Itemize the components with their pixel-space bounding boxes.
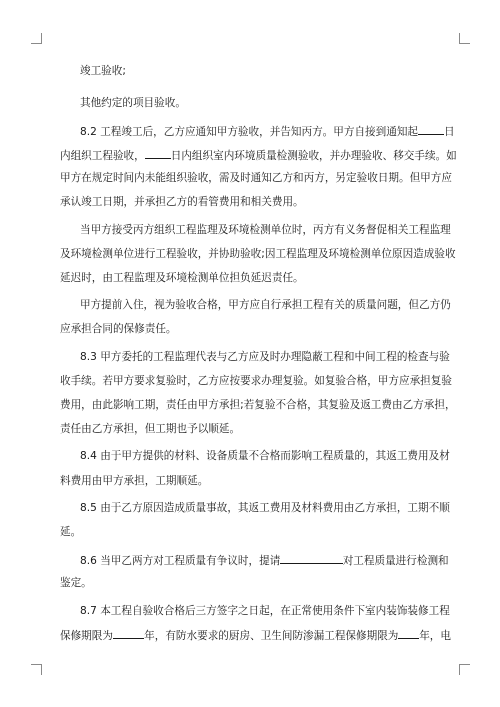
text-line: [60, 474, 438, 488]
crop-mark-top-right: [459, 33, 470, 44]
text-run: 日内组织室内环境质量检测验收，并办理验收、移交手续。如: [170, 150, 457, 162]
text-run: 应承担合同的保修责任。: [60, 323, 177, 335]
text-run: 当甲方接受丙方组织工程监理及环境检测单位时，丙方有义务督促相关工程监理: [80, 224, 451, 236]
text-run: 竣工验收;: [80, 65, 126, 77]
text-line: [60, 271, 438, 285]
text-line: [60, 525, 438, 539]
text-line: [80, 223, 451, 237]
text-run: 8.3 甲方委托的工程监理代表与乙方应及时办理隐蔽工程和中间工程的检查与验: [80, 351, 450, 363]
text-line: [80, 501, 450, 515]
fill-in-blank: [280, 552, 342, 564]
text-run: 其他约定的项目验收。: [80, 97, 186, 109]
crop-mark-bottom-left: [31, 664, 42, 675]
text-run: 延迟时，由工程监理及环境检测单位担负延迟责任。: [60, 272, 304, 284]
text-run: 年，电: [419, 630, 451, 642]
text-line: [80, 449, 450, 463]
text-line: [60, 374, 452, 388]
text-line: [60, 171, 452, 185]
text-run: 延。: [60, 526, 82, 538]
text-line: [60, 247, 456, 261]
text-run: 8.2 工程竣工后，乙方应通知甲方验收，并告知丙方。甲方自接到通知起: [80, 126, 419, 138]
text-run: 收手续。若甲方要求复验时，乙方应按要求办理复验。如复验合格，甲方应承担复验: [60, 375, 452, 387]
fill-in-blank: [113, 627, 144, 639]
text-run: 承认竣工日期，并承担乙方的看管费用和相关费用。: [60, 196, 304, 208]
text-line: [80, 350, 450, 364]
text-run: 8.4 由于甲方提供的材料、设备质量不合格而影响工程质量的，其返工费用及材: [80, 450, 450, 462]
text-run: 8.5 由于乙方原因造成质量事故，其返工费用及材料费用由乙方承担，工期不顺: [80, 502, 450, 514]
text-run: 保修期限为: [60, 630, 113, 642]
text-run: 年，有防水要求的厨房、卫生间防渗漏工程保修期限为: [144, 630, 399, 642]
text-run: 8.6 当甲乙两方对工程质量有争议时，提请: [80, 555, 281, 567]
text-run: 内组织工程验收，: [60, 150, 145, 162]
text-line: [60, 322, 438, 336]
text-run: 日: [444, 126, 455, 138]
text-run: 及环境检测单位进行工程验收，并协助验收;因工程监理及环境检测单位原因造成验收: [60, 248, 456, 260]
text-run: 料费用由甲方承担，工期顺延。: [60, 475, 209, 487]
text-run: 对工程质量进行检测和: [342, 555, 449, 567]
text-line: [80, 64, 438, 78]
fill-in-blank: [418, 123, 444, 135]
text-line: [80, 604, 450, 618]
text-run: 8.7 本工程自验收合格后三方签字之日起，在正常使用条件下室内装饰装修工程: [80, 605, 450, 617]
text-line: [60, 627, 451, 643]
text-run: 责任由乙方承担，但工期也予以顺延。: [60, 423, 241, 435]
fill-in-blank: [145, 147, 171, 159]
crop-mark-top-left: [31, 33, 42, 44]
text-line: [80, 298, 451, 312]
text-line: [80, 123, 455, 139]
text-line: [60, 398, 456, 412]
text-run: 甲方在规定时间内未能组织验收，需及时通知乙方和丙方，另定验收日期。但甲方应: [60, 172, 452, 184]
text-run: 费用，由此影响工期，责任由甲方承担;若复验不合格，其复验及返工费由乙方承担，: [60, 399, 456, 411]
fill-in-blank: [398, 627, 419, 639]
text-line: [60, 422, 438, 436]
text-line: [60, 195, 438, 209]
text-line: [80, 96, 438, 110]
text-line: [60, 576, 438, 590]
crop-mark-bottom-right: [459, 664, 470, 675]
text-run: 鉴定。: [60, 577, 92, 589]
text-run: 甲方提前入住，视为验收合格，甲方应自行承担工程有关的质量问题，但乙方仍: [80, 299, 451, 311]
text-line: [60, 147, 457, 163]
text-line: [80, 552, 449, 568]
